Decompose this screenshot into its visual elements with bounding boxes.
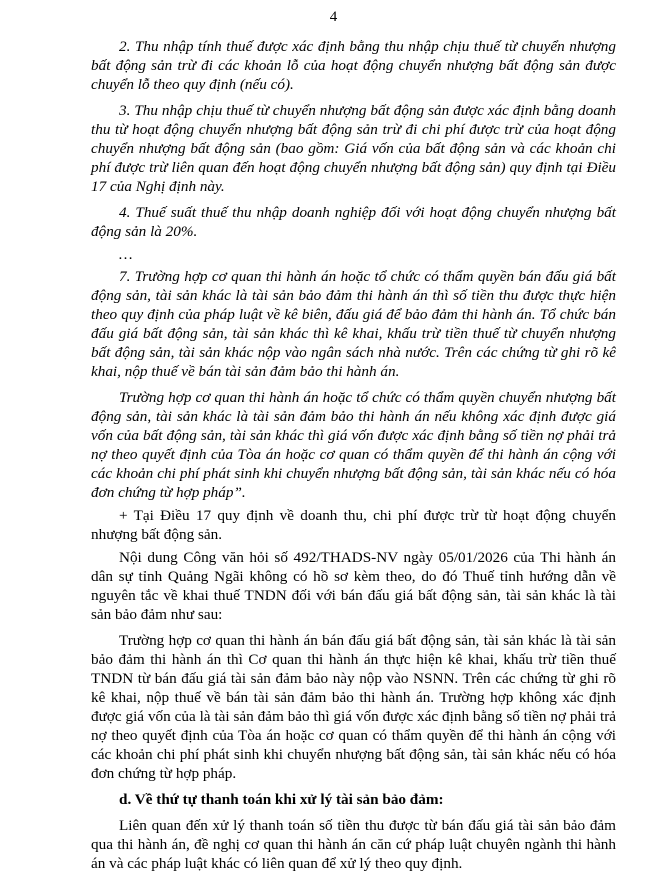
quote-paragraph-3: 3. Thu nhập chịu thuế từ chuyển nhượng bất động sản được xác định bằng doanh thu từ hoạt động chuyển nhượng bất động sản trừ đi chi phí được trừ của hoạt động chuyển nhượng bất động sản (bao gồm: Giá vốn của bất động sản và các khoản chi phí được trừ liên quan đến hoạt động chuyển nhượng bất động sản) quy định tại Điều 17 của Nghị định này. (91, 102, 616, 195)
quote-paragraph-4: 4. Thuế suất thuế thu nhập doanh nghiệp đối với hoạt động chuyển nhượng bất động sản là 20%. (91, 204, 616, 240)
official-letter-paragraph: Nội dung Công văn hỏi số 492/THADS-NV ngày 05/01/2026 của Thi hành án dân sự tỉnh Quảng Ngãi không có hồ sơ kèm theo, do đó Thuế tỉnh hướng dẫn về nguyên tắc về khai thuế TNDN đối với bán đấu giá bất động sản, tài sản khác là tài sản bảo đảm như sau: (91, 549, 616, 623)
quote-paragraph-2: 2. Thu nhập tính thuế được xác định bằng thu nhập chịu thuế từ chuyển nhượng bất động sản trừ đi các khoản lỗ của hoạt động chuyển nhượng bất động sản được chuyển lỗ theo quy định (nếu có). (91, 38, 616, 93)
quote-paragraph-7b: Trường hợp cơ quan thi hành án hoặc tổ chức có thẩm quyền chuyển nhượng bất động sản, tài sản khác là tài sản đảm bảo thi hành án nếu không xác định được giá vốn của bất động sản, tài sản khác thì giá vốn được xác định bằng số tiền nợ phải trả nợ theo quyết định của Tòa án hoặc cơ quan có thẩm quyền để thi hành án cộng với các khoản chi phí phát sinh khi chuyển nhượng bất động sản, tài sản khác nếu có hóa đơn chứng từ hợp pháp”. (91, 389, 616, 501)
article-17-paragraph: + Tại Điều 17 quy định về doanh thu, chi phí được trừ từ hoạt động chuyển nhượng bất động sản. (91, 507, 616, 543)
quote-paragraph-7a: 7. Trường hợp cơ quan thi hành án hoặc tổ chức có thẩm quyền bán đấu giá bất động sản, tài sản khác là tài sản bảo đảm thi hành án thì số tiền thu được thực hiện theo quy định của pháp luật về kê biên, đấu giá để bảo đảm thi hành án. Tổ chức bán đấu giá bất động sản, tài sản khác thì kê khai, khấu trừ tiền thuế từ chuyển nhượng bất động sản, tài sản khác nộp vào ngân sách nhà nước. Trên các chứng từ ghi rõ kê khai, nộp thuế về bán tài sản đảm bảo thi hành án. (91, 268, 616, 380)
section-heading-d: d. Về thứ tự thanh toán khi xử lý tài sản bảo đảm: (119, 791, 444, 808)
page-number: 4 (329, 9, 338, 25)
document-body (91, 37, 616, 880)
guidance-paragraph: Trường hợp cơ quan thi hành án bán đấu giá bất động sản, tài sản khác là tài sản bảo đảm thi hành án thì Cơ quan thi hành án thực hiện kê khai, khấu trừ tiền thuế TNDN từ bán đấu giá tài sản đảm bảo này nộp vào NSNN. Trên các chứng từ ghi rõ kê khai, nộp thuế về bán tài sản đảm bảo thi hành án. Trường hợp không xác định được giá vốn của là tài sản đảm bảo thì giá vốn được xác định bằng số tiền nợ phải trả nợ theo quyết định của Tòa án hoặc cơ quan có thẩm quyền để thi hành án cộng với các khoản chi phí phát sinh khi chuyển nhượng bất động sản, tài sản khác nếu có hóa đơn chứng từ hợp pháp. (91, 632, 616, 782)
quote-ellipsis: … (119, 246, 133, 263)
payment-paragraph: Liên quan đến xử lý thanh toán số tiền thu được từ bán đấu giá tài sản bảo đảm qua thi hành án, đề nghị cơ quan thi hành án căn cứ pháp luật chuyên ngành thi hành án và các pháp luật khác có liên quan để xử lý theo quy định. (91, 817, 616, 872)
